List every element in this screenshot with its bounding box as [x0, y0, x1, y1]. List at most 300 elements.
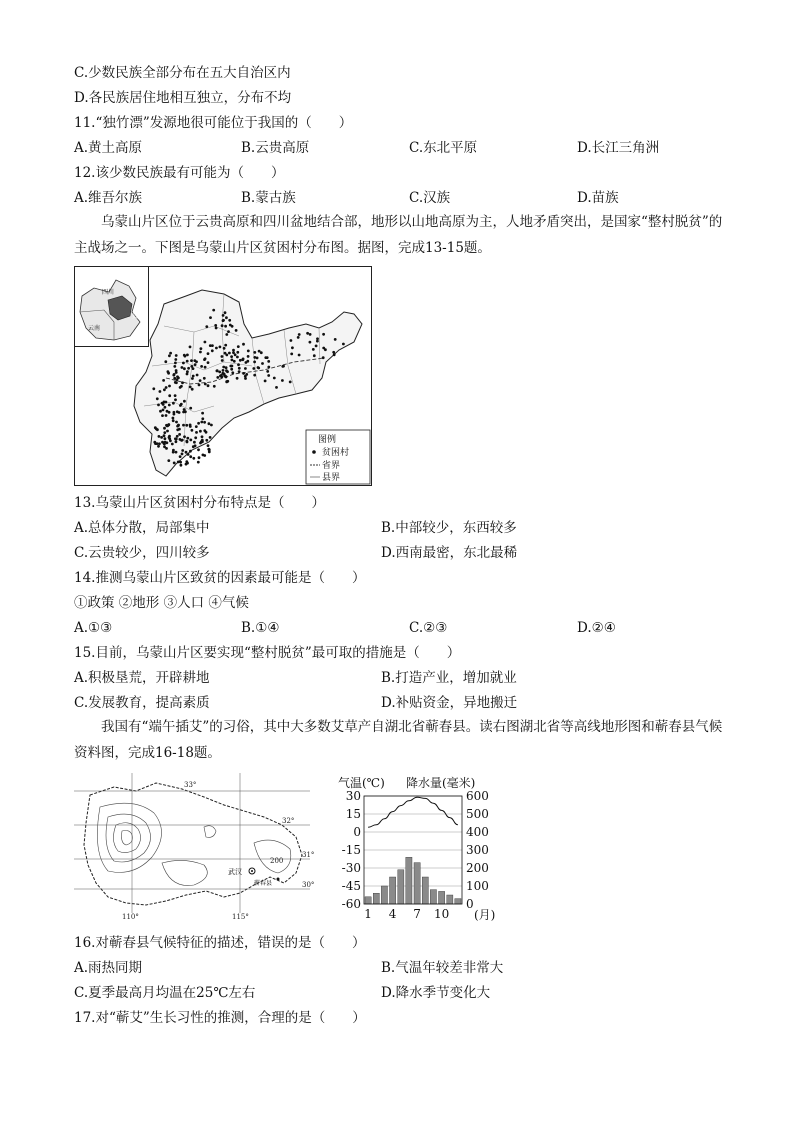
question-11-option-c: C.东北平原 [409, 140, 478, 156]
precipitation-tick-label: 400 [466, 825, 489, 839]
poverty-village-dot [221, 324, 224, 327]
poverty-village-dot [222, 319, 225, 322]
poverty-village-dot [253, 356, 256, 359]
poverty-village-dot [230, 355, 233, 358]
poverty-village-dot [275, 386, 278, 389]
poverty-village-dot [166, 441, 169, 444]
poverty-village-dot [244, 367, 247, 370]
poverty-village-dot [224, 325, 227, 328]
month-tick-label: 7 [413, 907, 421, 921]
precipitation-tick-label: 200 [466, 861, 489, 875]
poverty-village-dot [175, 451, 178, 454]
poverty-village-dot [221, 359, 224, 362]
poverty-village-dot [152, 387, 155, 390]
question-11: 11.“独竹漂”发源地很可能位于我国的（ ） [74, 115, 353, 131]
poverty-village-dot [198, 456, 201, 459]
poverty-village-dot [189, 386, 192, 389]
poverty-village-dot [209, 436, 212, 439]
map-legend [306, 430, 370, 484]
poverty-village-dot [222, 366, 225, 369]
poverty-village-dot [238, 367, 241, 370]
poverty-village-dot [298, 354, 301, 357]
poverty-village-dot [342, 343, 345, 346]
poverty-village-dot [197, 461, 200, 464]
poverty-village-dot [266, 356, 269, 359]
poverty-village-dot [195, 360, 198, 363]
question-16: 16.对蕲春县气候特征的描述，错误的是（ ） [74, 935, 366, 951]
poverty-village-dot [181, 381, 184, 384]
month-tick-label: 10 [433, 907, 450, 921]
temperature-curve [368, 797, 458, 827]
poverty-village-dot [187, 453, 190, 456]
poverty-village-dot [291, 346, 294, 349]
poverty-village-dot [162, 403, 165, 406]
poverty-village-dot [247, 350, 250, 353]
poverty-village-dot [267, 366, 270, 369]
question-15-option-d: D.补贴资金，异地搬迁 [381, 695, 518, 711]
legend-title: 图例 [318, 435, 337, 445]
poverty-village-dot [189, 450, 192, 453]
poverty-village-dot [179, 455, 182, 458]
precipitation-bar [381, 886, 387, 904]
poverty-village-dot [157, 404, 160, 407]
poverty-village-dot [253, 361, 256, 364]
contour-label-200: 200 [270, 857, 284, 865]
poverty-village-dot [228, 319, 231, 322]
poverty-village-dot [175, 371, 178, 374]
poverty-village-dot [177, 424, 180, 427]
poverty-village-dot [190, 365, 193, 368]
poverty-village-dot [172, 419, 175, 422]
poverty-village-dot [183, 400, 186, 403]
question-15: 15.目前，乌蒙山片区要实现“整村脱贫”最可取的措施是（ ） [74, 645, 461, 661]
poverty-village-dot [210, 424, 213, 427]
precipitation-tick-label: 300 [466, 843, 489, 857]
poverty-village-dot [164, 360, 167, 363]
poverty-village-dot [309, 333, 312, 336]
poverty-village-dot [209, 316, 212, 319]
poverty-village-dot [185, 451, 188, 454]
poverty-village-dot [168, 394, 171, 397]
poverty-village-dot [204, 357, 207, 360]
poverty-village-dot [203, 377, 206, 380]
poverty-village-dot [159, 410, 162, 413]
poverty-village-dot [177, 377, 180, 380]
question-16-option-d: D.降水季节变化大 [381, 985, 491, 1001]
poverty-village-dot [186, 373, 189, 376]
precipitation-bar [373, 893, 379, 904]
poverty-village-dot [267, 374, 270, 377]
poverty-village-dot [256, 357, 259, 360]
poverty-village-dot [179, 461, 182, 464]
question-12-option-b: B.蒙古族 [241, 190, 296, 206]
poverty-village-dot [253, 351, 256, 354]
poverty-village-dot [246, 360, 249, 363]
poverty-village-dot [207, 384, 210, 387]
poverty-village-dot [203, 421, 206, 424]
poverty-village-dot [231, 371, 234, 374]
poverty-village-dot [212, 309, 215, 312]
poverty-village-dot [226, 370, 229, 373]
poverty-village-dot [215, 327, 218, 330]
poverty-village-dot [322, 333, 325, 336]
poverty-village-dot [242, 358, 245, 361]
poverty-village-dot [230, 368, 233, 371]
qichun-marker-icon [277, 878, 280, 881]
poverty-village-dot [229, 324, 232, 327]
lon-label-115: 115° [232, 913, 249, 921]
poverty-village-dot [258, 350, 261, 353]
poverty-village-dot [186, 360, 189, 363]
poverty-village-dot [204, 383, 207, 386]
question-14-option-d: D.②④ [577, 620, 616, 636]
poverty-village-dot [179, 386, 182, 389]
qichun-label: 蕲春县 [254, 880, 273, 887]
poverty-village-dot [183, 408, 186, 411]
poverty-village-dot [192, 375, 195, 378]
question-12-option-c: C.汉族 [409, 190, 451, 206]
precipitation-tick-label: 600 [466, 789, 489, 803]
poverty-village-dot [322, 356, 325, 359]
question-15-option-b: B.打造产业，增加就业 [381, 670, 517, 686]
poverty-village-dot [227, 330, 230, 333]
poverty-village-dot [216, 369, 219, 372]
poverty-village-dot [200, 365, 203, 368]
legend-province: 省界 [322, 461, 341, 471]
poverty-village-dot [199, 430, 202, 433]
precipitation-bar [430, 890, 436, 904]
poverty-village-dot [176, 428, 179, 431]
poverty-village-dot [207, 361, 210, 364]
poverty-village-dot [237, 345, 240, 348]
poverty-village-dot [204, 341, 207, 344]
question-14-option-b: B.①④ [241, 620, 280, 636]
poverty-village-dot [242, 343, 245, 346]
legend-dot-icon [312, 450, 316, 454]
question-15-option-a: A.积极垦荒，开辟耕地 [74, 670, 210, 686]
poverty-village-dot [224, 375, 227, 378]
poverty-village-dot [233, 360, 236, 363]
poverty-village-dot [332, 351, 335, 354]
poverty-village-dot [164, 406, 167, 409]
temperature-tick-label: 30 [345, 789, 361, 803]
lat-label-30: 30° [302, 881, 314, 889]
poverty-village-dot [175, 354, 178, 357]
poverty-village-dot [167, 459, 170, 462]
poverty-village-dot [193, 441, 196, 444]
poverty-village-dot [229, 365, 232, 368]
poverty-village-dot [195, 431, 198, 434]
poverty-village-dot [224, 311, 227, 314]
poverty-village-dot [315, 345, 318, 348]
qichun-climate-chart [330, 772, 540, 924]
lat-label-31: 31° [302, 851, 314, 859]
poverty-village-dot [225, 366, 228, 369]
question-13-option-c: C.云贵较少，四川较多 [74, 545, 210, 561]
temperature-tick-label: -30 [341, 861, 361, 875]
poverty-village-dot [189, 439, 192, 442]
poverty-village-dot [238, 370, 241, 373]
poverty-village-dot [232, 349, 235, 352]
poverty-village-dot [167, 370, 170, 373]
temperature-tick-label: -60 [341, 897, 361, 911]
poverty-village-dot [201, 417, 204, 420]
poverty-village-dot [157, 445, 160, 448]
poverty-village-dot [198, 384, 201, 387]
precipitation-bar [390, 877, 396, 904]
poverty-village-dot [171, 443, 174, 446]
precipitation-tick-label: 500 [466, 807, 489, 821]
poverty-village-dot [273, 377, 276, 380]
poverty-village-dot [199, 379, 202, 382]
precipitation-bar [414, 863, 420, 904]
poverty-village-dot [190, 359, 193, 362]
poverty-village-dot [235, 329, 238, 332]
x-axis-unit: (月) [474, 908, 496, 922]
poverty-village-dot [313, 354, 316, 357]
poverty-village-dot [185, 440, 188, 443]
temperature-tick-label: 0 [353, 825, 361, 839]
poverty-village-dot [168, 436, 171, 439]
month-tick-label: 4 [388, 907, 397, 921]
poverty-village-dot [191, 377, 194, 380]
question-11-option-a: A.黄土高原 [74, 140, 143, 156]
poverty-village-dot [334, 338, 337, 341]
precipitation-bar [447, 895, 453, 904]
poverty-village-dot [156, 397, 159, 400]
inset-label-yunnan: 云南 [88, 325, 101, 332]
poverty-village-dot [208, 451, 211, 454]
question-13-option-a: A.总体分散，局部集中 [74, 520, 210, 536]
poverty-village-dot [160, 436, 163, 439]
precipitation-bar [398, 870, 404, 904]
poverty-village-dot [186, 437, 189, 440]
poverty-village-dot [158, 442, 161, 445]
poverty-village-dot [290, 339, 293, 342]
poverty-village-dot [194, 363, 197, 366]
poverty-village-dot [163, 427, 166, 430]
poverty-village-dot [153, 441, 156, 444]
poverty-village-dot [247, 355, 250, 358]
poverty-village-dot [161, 441, 164, 444]
question-11-option-b: B.云贵高原 [241, 140, 310, 156]
precipitation-axis-title: 降水量(毫米) [406, 776, 476, 790]
poverty-village-dot [200, 421, 203, 424]
question-14-option-a: A.①③ [74, 620, 113, 636]
poverty-village-dot [232, 351, 235, 354]
poverty-village-dot [181, 449, 184, 452]
poverty-village-dot [225, 380, 228, 383]
poverty-village-dot [185, 460, 188, 463]
question-13-option-b: B.中部较少，东西较多 [381, 520, 517, 536]
poverty-village-dot [173, 365, 176, 368]
poverty-village-dot [208, 448, 211, 451]
poverty-village-dot [219, 346, 222, 349]
poverty-village-dot [158, 435, 161, 438]
poverty-village-dot [168, 385, 171, 388]
poverty-village-dot [192, 457, 195, 460]
poverty-village-dot [165, 401, 168, 404]
temperature-axis-title: 气温(℃) [338, 776, 385, 790]
inset-label-sichuan: 四川 [102, 289, 115, 296]
poverty-village-dot [245, 373, 248, 376]
poverty-village-dot [203, 429, 206, 432]
passage-16-18: 我国有“端午插艾”的习俗，其中大多数艾草产自湖北省蕲春县。读右图湖北省等高线地形图和蕲春县气候资料图，完成16-18题。 [74, 719, 723, 761]
poverty-village-dot [173, 462, 176, 465]
poverty-village-dot [228, 352, 231, 355]
poverty-village-dot [175, 381, 178, 384]
question-14-option-c: C.②③ [409, 620, 448, 636]
poverty-village-dot [207, 444, 210, 447]
poverty-village-dot [168, 354, 171, 357]
poverty-village-dot [161, 414, 164, 417]
poverty-village-dot [324, 348, 327, 351]
poverty-village-dot [253, 374, 256, 377]
question-14-items: ①政策 ②地形 ③人口 ④气候 [74, 595, 249, 611]
temperature-tick-label: 15 [345, 807, 361, 821]
poverty-village-dot [203, 454, 206, 457]
poverty-village-dot [201, 439, 204, 442]
question-15-option-c: C.发展教育，提高素质 [74, 695, 210, 711]
lon-label-110: 110° [122, 913, 139, 921]
poverty-village-dot [309, 341, 312, 344]
wumeng-map-svg [74, 266, 372, 486]
temperature-tick-label: -45 [341, 879, 361, 893]
lat-label-32: 32° [282, 817, 295, 825]
poverty-village-dot [264, 380, 267, 383]
precipitation-bar [365, 897, 371, 904]
poverty-village-dot [199, 351, 202, 354]
poverty-village-dot [183, 367, 186, 370]
poverty-village-dot [174, 362, 177, 365]
precipitation-bar [422, 877, 428, 904]
poverty-village-dot [185, 424, 188, 427]
poverty-village-dot [297, 336, 300, 339]
poverty-village-dot [178, 411, 181, 414]
poverty-village-dot [168, 404, 171, 407]
poverty-village-dot [267, 360, 270, 363]
poverty-village-dot [173, 411, 176, 414]
poverty-village-dot [181, 366, 184, 369]
poverty-village-dot [192, 445, 195, 448]
precipitation-bar [455, 899, 461, 904]
poverty-village-dot [167, 424, 170, 427]
poverty-village-dot [266, 370, 269, 373]
poverty-village-dot [165, 386, 168, 389]
poverty-village-dot [182, 411, 185, 414]
poverty-village-dot [231, 359, 234, 362]
poverty-village-dot [207, 352, 210, 355]
poverty-village-dot [182, 362, 185, 365]
legend-county: 县界 [322, 473, 341, 483]
question-16-option-c: C.夏季最高月均温在25℃左右 [74, 985, 256, 1001]
question-13: 13.乌蒙山片区贫困村分布特点是（ ） [74, 495, 325, 511]
poverty-village-dot [174, 398, 177, 401]
passage-13-15: 乌蒙山片区位于云贵高原和四川盆地结合部，地形以山地高原为主，人地矛盾突出，是国家“整村脱贫”的主战场之一。下图是乌蒙山片区贫困村分布图。据图，完成13-15题。 [74, 214, 723, 256]
poverty-village-dot [189, 346, 192, 349]
poverty-village-dot [197, 448, 200, 451]
poverty-village-dot [223, 347, 226, 350]
inset-map [75, 267, 149, 347]
poverty-village-dot [205, 439, 208, 442]
poverty-village-dot [194, 436, 197, 439]
poverty-village-dot [186, 354, 189, 357]
question-11-option-d: D.长江三角洲 [577, 140, 660, 156]
poverty-village-dot [164, 437, 167, 440]
poverty-village-dot [195, 425, 198, 428]
poverty-village-dot [281, 379, 284, 382]
poverty-village-dot [215, 347, 218, 350]
inset-label-guizhou: 贵州 [132, 313, 145, 320]
poverty-village-dot [225, 333, 228, 336]
poverty-village-dot [162, 409, 165, 412]
poverty-village-dot [189, 424, 192, 427]
poverty-village-dot [175, 438, 178, 441]
precipitation-tick-label: 0 [466, 897, 474, 911]
poverty-village-dot [183, 354, 186, 357]
poverty-village-dot [222, 369, 225, 372]
poverty-village-dot [220, 374, 223, 377]
poverty-village-dot [221, 355, 224, 358]
temperature-tick-label: -15 [341, 843, 361, 857]
poverty-village-dot [183, 435, 186, 438]
poverty-village-dot [163, 434, 166, 437]
precipitation-bar [406, 857, 412, 904]
legend-village: 贫困村 [322, 448, 350, 458]
poverty-village-dot [180, 464, 183, 467]
poverty-village-dot [191, 429, 194, 432]
poverty-village-dot [181, 453, 184, 456]
question-17: 17.对“蕲艾”生长习性的推测，合理的是（ ） [74, 1010, 366, 1026]
poverty-village-dot [242, 372, 245, 375]
poverty-village-dot [214, 324, 217, 327]
poverty-village-dot [166, 430, 169, 433]
poverty-village-dot [154, 426, 157, 429]
poverty-village-dot [218, 371, 221, 374]
poverty-village-dot [179, 438, 182, 441]
question-14: 14.推测乌蒙山片区致贫的因素最可能是（ ） [74, 570, 366, 586]
poverty-village-dot [222, 314, 225, 317]
poverty-village-dot [189, 455, 192, 458]
poverty-village-dot [252, 367, 255, 370]
question-13-option-d: D.西南最密，东北最稀 [381, 545, 518, 561]
question-12: 12.该少数民族最有可能为（ ） [74, 165, 285, 181]
poverty-village-dot [159, 390, 162, 393]
poverty-village-dot [201, 412, 204, 415]
poverty-village-dot [333, 353, 336, 356]
poverty-village-dot [163, 388, 166, 391]
poverty-village-dot [165, 414, 168, 417]
poverty-village-dot [169, 352, 172, 355]
hubei-map-svg [74, 773, 314, 921]
question-16-option-b: B.气温年较差非常大 [381, 960, 504, 976]
poverty-village-dot [306, 332, 309, 335]
poverty-village-dot [224, 352, 227, 355]
poverty-village-dot [163, 431, 166, 434]
poverty-village-dot [211, 349, 214, 352]
hubei-contour-map [74, 773, 314, 921]
poverty-village-dot [290, 353, 293, 356]
wuhan-label: 武汉 [228, 868, 242, 876]
question-12-option-d: D.苗族 [577, 190, 619, 206]
poverty-village-dot [201, 435, 204, 438]
poverty-village-dot [172, 402, 175, 405]
question-16-option-a: A.雨热同期 [74, 960, 143, 976]
poverty-village-dot [162, 379, 165, 382]
poverty-village-dot [166, 410, 169, 413]
poverty-village-dot [225, 316, 228, 319]
poverty-village-dot [257, 367, 260, 370]
